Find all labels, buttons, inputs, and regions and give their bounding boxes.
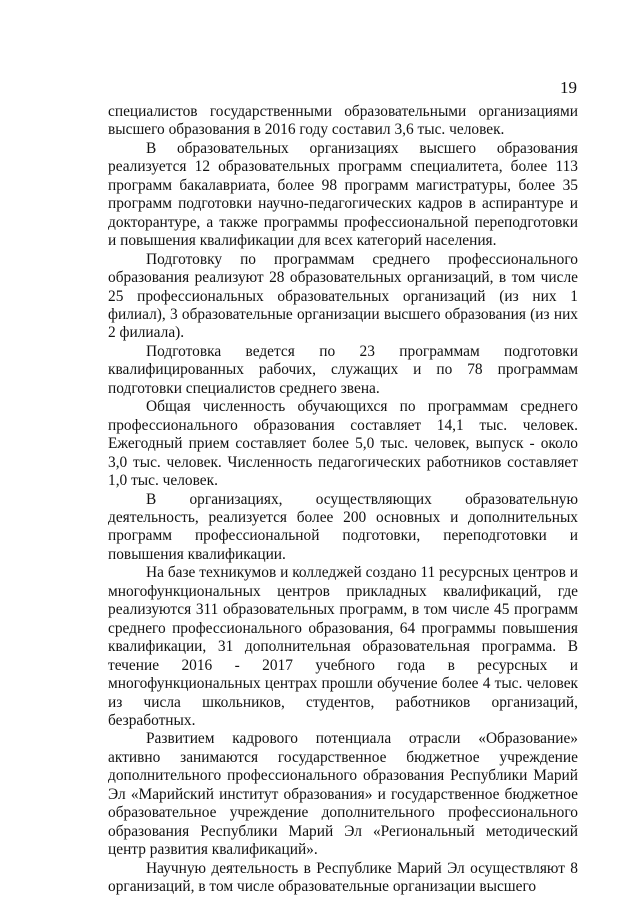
paragraph-student-numbers: Общая численность обучающихся по программам среднего профессионального образования составляет 14,1 тыс. человек. Ежегодный прием составляет более 5,0 тыс. человек, выпуск - около 3,0 тыс. человек. Численность педагогических работников составляет 1,0 тыс. человек. [108, 398, 578, 490]
paragraph-scientific-activity: Научную деятельность в Республике Марий Эл осуществляют 8 организаций, в том числе образовательные организации высшего [108, 859, 578, 896]
paragraph-additional-programs: В организациях, осуществляющих образовательную деятельность, реализуется более 200 основных и дополнительных программ профессиональной подготовки, переподготовки и повышения квалификации. [108, 490, 578, 563]
body-text [108, 103, 578, 896]
paragraph-secondary-vocational-organizations: Подготовку по программам среднего профессионального образования реализуют 28 образовательных организаций, в том числе 25 профессиональных образовательных организаций (из них 1 филиал), 3 образовательные организации высшего образования (из них 2 филиала). [108, 250, 578, 342]
page-number: 19 [560, 78, 577, 97]
paragraph-continuation: специалистов государственными образовательными организациями высшего образования в 2016 году составил 3,6 тыс. человек. [108, 103, 578, 139]
paragraph-higher-education-programs: В образовательных организациях высшего образования реализуется 12 образовательных программ специалитета, более 113 программ бакалавриата, более 98 программ магистратуры, более 35 программ подготовки научно-педагогических кадров в аспирантуре и докторантуре, а также программы профессиональной переподготовки и повышения квалификации для всех категорий населения. [108, 139, 578, 250]
paragraph-training-programs: Подготовка ведется по 23 программам подготовки квалифицированных рабочих, служащих и по 78 программам подготовки специалистов среднего звена. [108, 342, 578, 397]
paragraph-resource-centers: На базе техникумов и колледжей создано 11 ресурсных центров и многофункциональных центров прикладных квалификаций, где реализуются 311 образовательных программ, в том числе 45 программ среднего профессионального образования, 64 программы повышения квалификации, 31 дополнительная образовательная программа. В течение 2016 - 2017 учебного года в ресурсных и многофункциональных центрах прошли обучение более 4 тыс. человек из числа школьников, студентов, работников организаций, безработных. [108, 564, 578, 729]
paragraph-staff-development: Развитием кадрового потенциала отрасли «Образование» активно занимаются государственное бюджетное учреждение дополнительного профессионального образования Республики Марий Эл «Марийский институт образования» и государственное бюджетное образовательное учреждение дополнительного профессионального образования Республики Марий Эл «Региональный методический центр развития квалификаций». [108, 730, 578, 859]
